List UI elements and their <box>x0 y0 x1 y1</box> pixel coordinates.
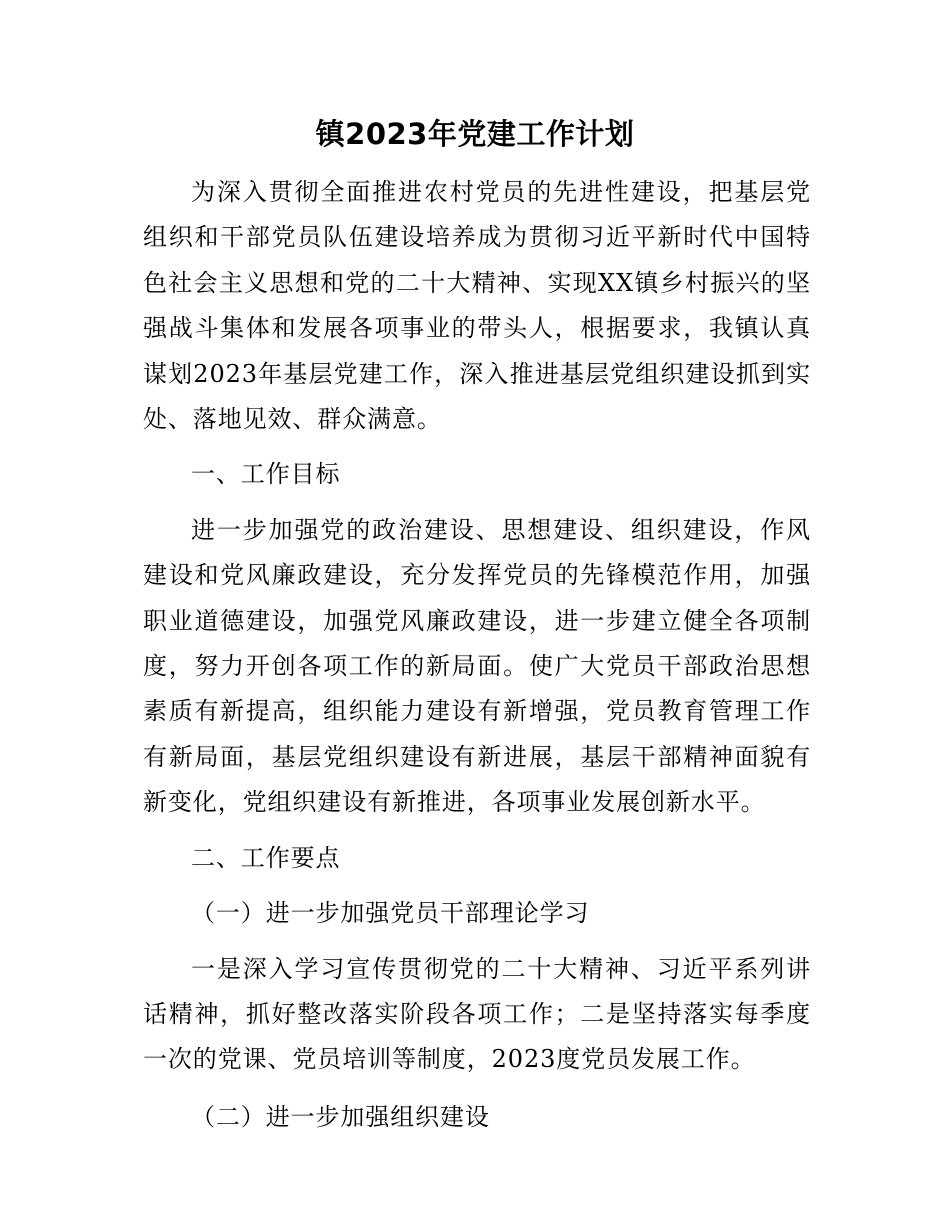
intro-paragraph: 为深入贯彻全面推进农村党员的先进性建设，把基层党组织和干部党员队伍建设培养成为贯彻习近平新时代中国特色社会主义思想和党的二十大精神、实现XX镇乡村振兴的坚强战斗集体和发展各项事业的带头人，根据要求，我镇认真谋划2023年基层党建工作，深入推进基层党组织建设抓到实处、落地见效、群众满意。 <box>143 178 811 434</box>
subsection-heading-organization: （二）进一步加强组织建设 <box>191 1102 490 1131</box>
section-heading-goals: 一、工作目标 <box>191 460 341 489</box>
theory-study-paragraph: 一是深入学习宣传贯彻党的二十大精神、习近平系列讲话精神，抓好整改落实阶段各项工作；二是坚持落实每季度一次的党课、党员培训等制度，2023度党员发展工作。 <box>143 954 811 1074</box>
subsection-heading-theory-study: （一）进一步加强党员干部理论学习 <box>191 899 590 928</box>
document-body <box>143 170 811 1140</box>
section-heading-key-points: 二、工作要点 <box>191 843 341 872</box>
goals-paragraph: 进一步加强党的政治建设、思想建设、组织建设，作风建设和党风廉政建设，充分发挥党员的先锋模范作用，加强职业道德建设，加强党风廉政建设，进一步建立健全各项制度，努力开创各项工作的新局面。使广大党员干部政治思想素质有新提高，组织能力建设有新增强，党员教育管理工作有新局面，基层党组织建设有新进展，基层干部精神面貌有新变化，党组织建设有新推进，各项事业发展创新水平。 <box>143 515 811 817</box>
document-title: 镇2023年党建工作计划 <box>315 117 635 151</box>
